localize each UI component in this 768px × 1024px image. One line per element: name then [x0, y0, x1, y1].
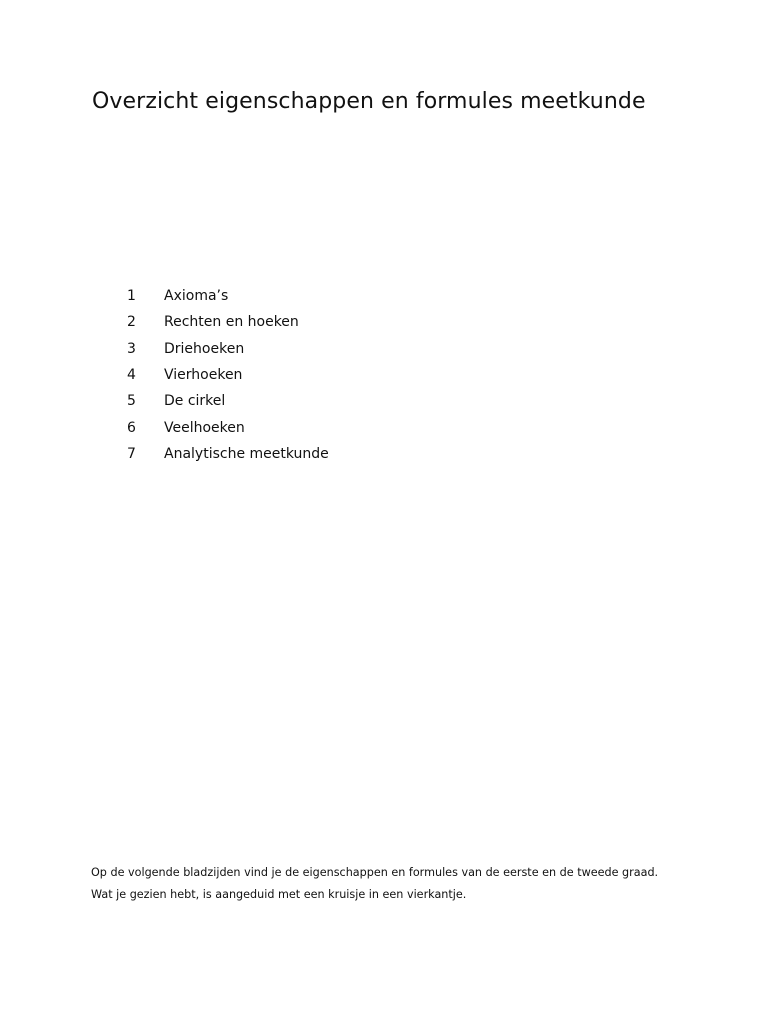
- toc-item-number: 4: [127, 367, 136, 384]
- toc-item-label: Axioma’s: [164, 288, 229, 305]
- footer-note: [91, 862, 658, 906]
- toc-item-label: Veelhoeken: [164, 419, 245, 436]
- toc-item-vierhoeken: [127, 362, 329, 388]
- toc-item-driehoeken: [127, 336, 329, 362]
- footer-note-line: Op de volgende bladzijden vind je de eigenschappen en formules van de eerste en de tweede graad.: [91, 866, 659, 879]
- toc-item-de-cirkel: [127, 388, 329, 414]
- toc-item-label: Analytische meetkunde: [164, 445, 329, 462]
- toc-item-number: 6: [127, 419, 136, 436]
- toc-item-rechten-en-hoeken: [127, 309, 329, 335]
- page-title: Overzicht eigenschappen en formules meetkunde: [92, 89, 646, 114]
- toc-item-label: De cirkel: [164, 393, 226, 410]
- toc-item-number: 7: [127, 445, 136, 462]
- toc-item-number: 2: [127, 314, 136, 331]
- toc-item-label: Vierhoeken: [164, 367, 243, 384]
- footer-note-line: Wat je gezien hebt, is aangeduid met een kruisje in een vierkantje.: [91, 888, 467, 901]
- toc-item-number: 5: [127, 393, 136, 410]
- toc-item-analytische-meetkunde: [127, 441, 329, 467]
- toc-item-number: 1: [127, 288, 136, 305]
- toc-item-label: Rechten en hoeken: [164, 314, 299, 331]
- table-of-contents: [127, 283, 329, 467]
- toc-item-axiomas: [127, 283, 329, 309]
- toc-item-veelhoeken: [127, 414, 329, 440]
- toc-item-number: 3: [127, 340, 136, 357]
- toc-item-label: Driehoeken: [164, 340, 245, 357]
